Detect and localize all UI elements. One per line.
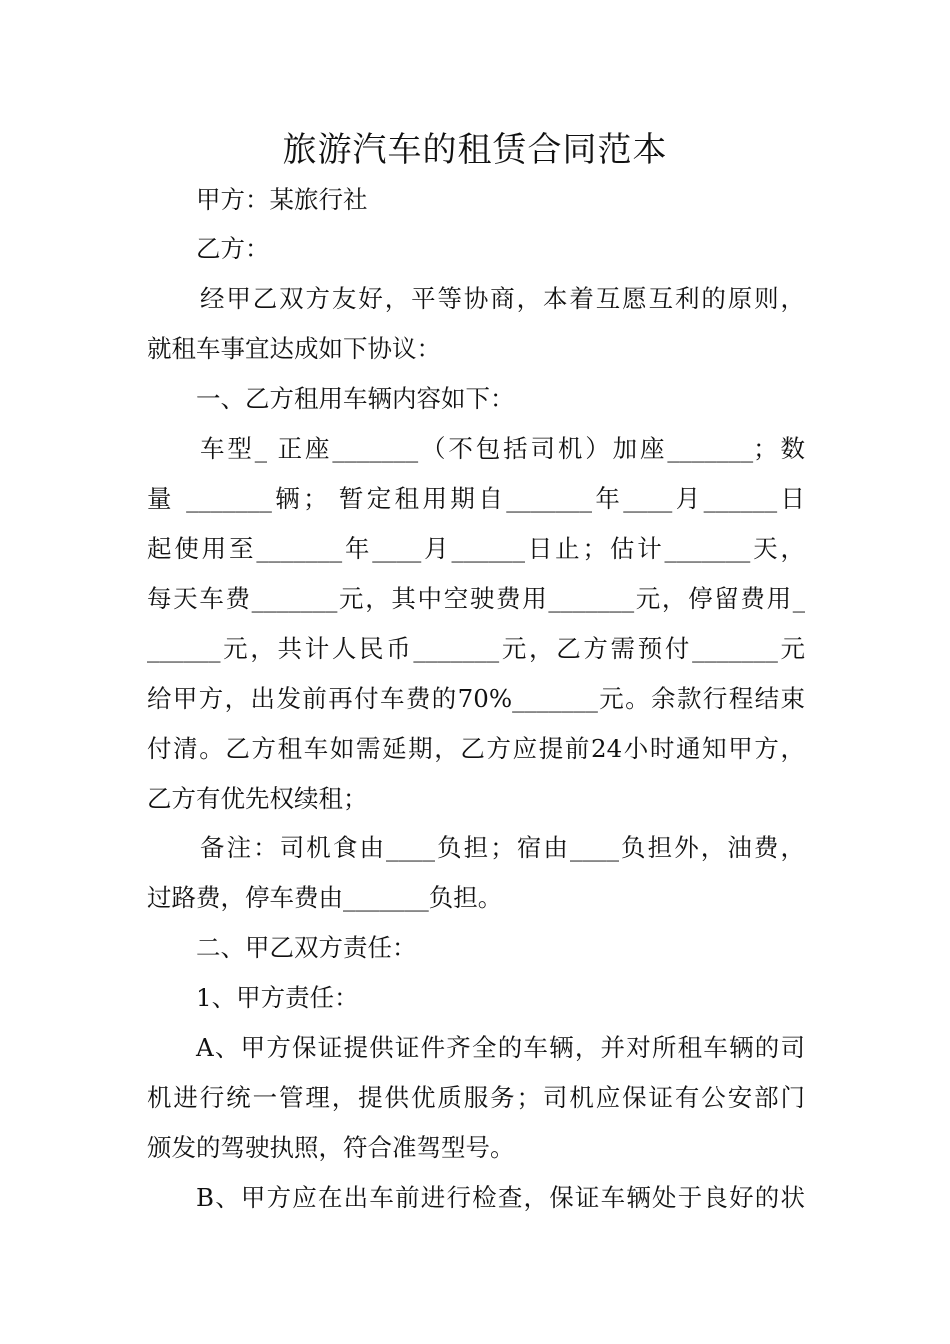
section-1-line-8: 乙方有优先权续租； xyxy=(147,784,368,813)
section-1-line-5: ______元，共计人民币_______元，乙方需预付_______元 xyxy=(147,634,805,663)
section-1-line-3: 起使用至_______年____月______日止；估计_______天， xyxy=(147,534,805,563)
party-a-line: 甲方：某旅行社 xyxy=(196,185,368,214)
remark-line-1: 备注：司机食由____负担；宿由____负担外，油费， xyxy=(200,833,805,862)
intro-line-1: 经甲乙双方友好，平等协商，本着互愿互利的原则， xyxy=(200,284,805,313)
section-1-line-2: 量 _______辆； 暂定租用期自_______年____月______日 xyxy=(147,484,805,513)
party-a-duty-heading: 1、甲方责任： xyxy=(196,983,359,1012)
clause-a-line-1: A、甲方保证提供证件齐全的车辆，并对所租车辆的司 xyxy=(196,1033,805,1062)
section-1-line-1: 车型_ 正座_______（不包括司机）加座_______；数 xyxy=(200,434,805,463)
clause-a-line-2: 机进行统一管理，提供优质服务；司机应保证有公安部门 xyxy=(147,1083,805,1112)
section-1-line-4: 每天车费_______元，其中空驶费用_______元，停留费用_ xyxy=(147,584,805,613)
section-2-heading: 二、甲乙双方责任： xyxy=(196,933,417,962)
remark-line-2: 过路费，停车费由_______负担。 xyxy=(147,883,503,912)
document-title: 旅游汽车的租赁合同范本 xyxy=(282,130,668,170)
party-b-line: 乙方： xyxy=(196,234,270,263)
section-1-line-6: 给甲方，出发前再付车费的70%_______元。余款行程结束 xyxy=(147,684,805,713)
clause-b-line-1: B、甲方应在出车前进行检查，保证车辆处于良好的状 xyxy=(196,1183,805,1212)
section-1-line-7: 付清。乙方租车如需延期，乙方应提前24小时通知甲方， xyxy=(147,734,805,763)
section-1-heading: 一、乙方租用车辆内容如下： xyxy=(196,384,515,413)
clause-a-line-3: 颁发的驾驶执照，符合准驾型号。 xyxy=(147,1133,515,1162)
intro-line-2: 就租车事宜达成如下协议： xyxy=(147,334,441,363)
